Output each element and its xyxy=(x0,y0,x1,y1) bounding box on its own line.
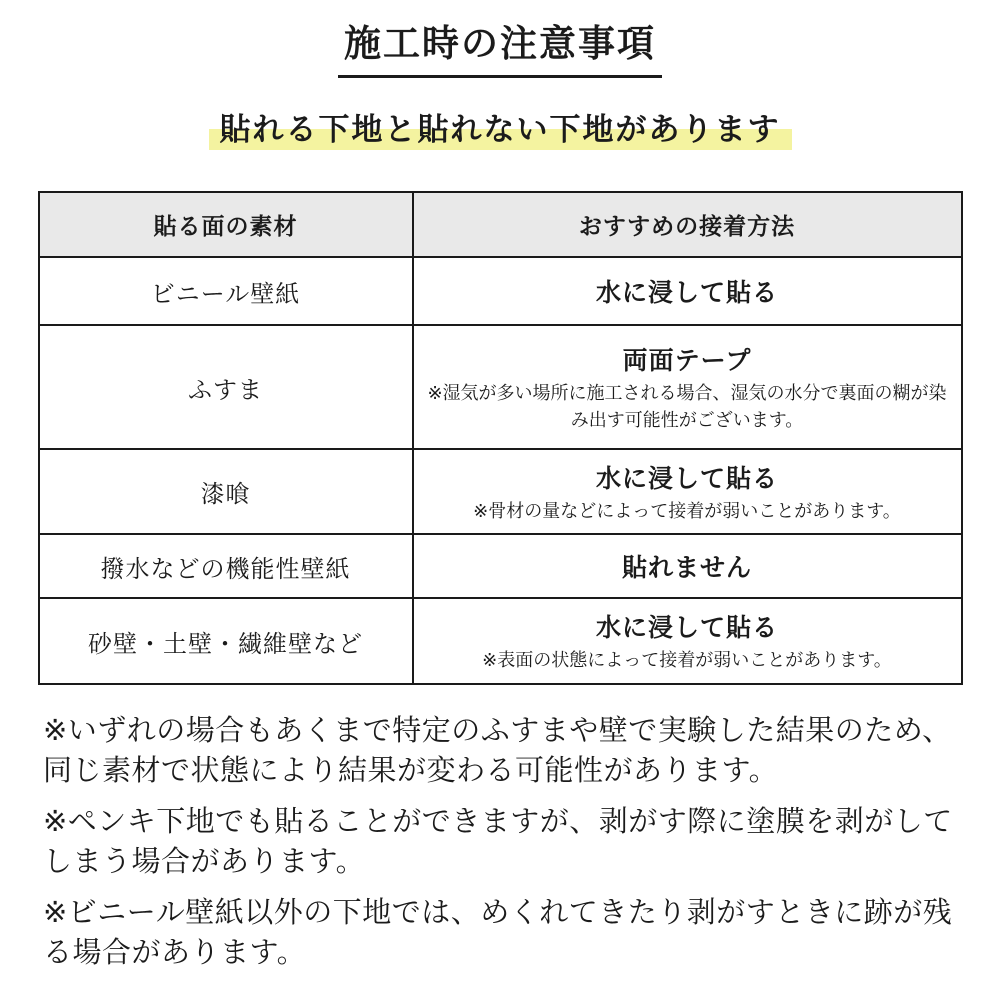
method-main: 水に浸して貼る xyxy=(595,279,778,307)
footnote-paint-substrate: ※ペンキ下地でも貼ることができますが、剥がす際に塗膜を剥がしてしまう場合があります。 xyxy=(43,806,953,878)
method-note: ※湿気が多い場所に施工される場合、湿気の水分で裏面の糊が染み出す可能性がございます。 xyxy=(427,382,947,430)
header-method: おすすめの接着方法 xyxy=(413,192,962,257)
table-header-row xyxy=(39,192,962,257)
method-main: 貼れません xyxy=(621,554,752,582)
method-cell xyxy=(413,534,962,598)
material-cell: ビニール壁紙 xyxy=(39,257,413,325)
compatibility-table xyxy=(38,191,963,685)
header-material: 貼る面の素材 xyxy=(39,192,413,257)
table-row-fusuma xyxy=(39,325,962,449)
method-cell xyxy=(413,598,962,684)
footnotes-section xyxy=(43,711,970,973)
material-cell: 撥水などの機能性壁紙 xyxy=(39,534,413,598)
table-row-vinyl-wallpaper xyxy=(39,257,962,325)
material-cell: ふすま xyxy=(39,325,413,449)
page-title: 施工時の注意事項 xyxy=(344,23,656,64)
method-main: 両面テープ xyxy=(622,346,752,375)
title-underline xyxy=(338,75,662,78)
material-cell: 砂壁・土壁・繊維壁など xyxy=(39,598,413,684)
method-cell xyxy=(413,325,962,449)
page-subtitle: 貼れる下地と貼れない下地があります xyxy=(209,111,792,150)
footnote-test-results: ※いずれの場合もあくまで特定のふすまや壁で実験した結果のため、同じ素材で状態により結果が変わる可能性があります。 xyxy=(43,715,952,787)
material-cell: 漆喰 xyxy=(39,449,413,534)
method-note: ※表面の状態によって接着が弱いことがあります。 xyxy=(482,650,892,670)
table-row-plaster xyxy=(39,449,962,534)
method-cell xyxy=(413,449,962,534)
method-note: ※骨材の量などによって接着が弱いことがあります。 xyxy=(473,500,901,521)
table-row-water-repellent xyxy=(39,534,962,598)
footnote-non-vinyl-substrate: ※ビニール壁紙以外の下地では、めくれてきたり剥がすときに跡が残る場合があります。 xyxy=(43,897,953,969)
subtitle-row xyxy=(0,111,1000,150)
method-main: 水に浸して貼る xyxy=(595,614,778,642)
table-row-sand-wall xyxy=(39,598,962,684)
method-main: 水に浸して貼る xyxy=(595,464,778,493)
method-cell xyxy=(413,257,962,325)
